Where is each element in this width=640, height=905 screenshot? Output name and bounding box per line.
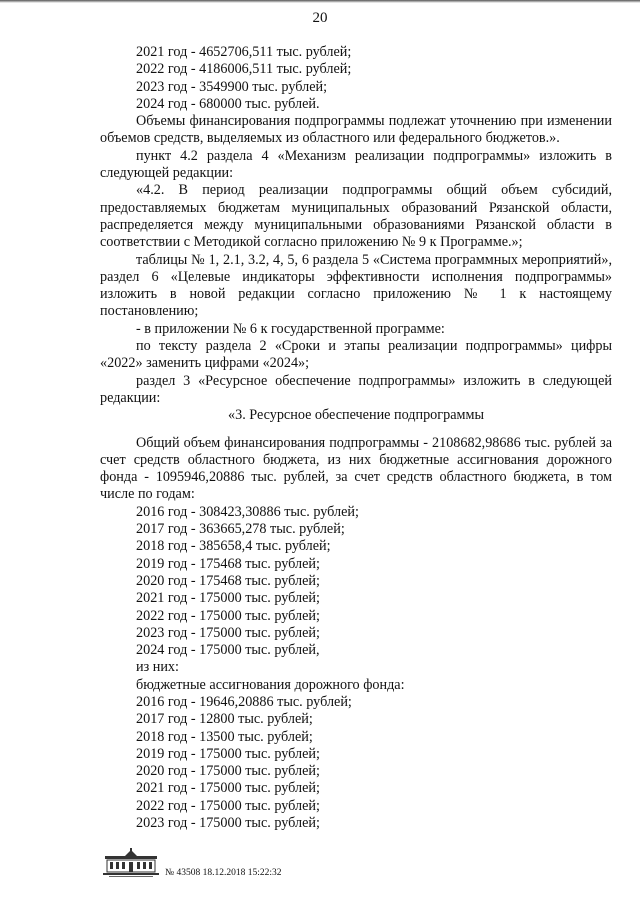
line-road-fund: бюджетные ассигнования дорожного фонда: <box>136 676 405 693</box>
funding-line: 2018 год - 385658,4 тыс. рублей; <box>136 538 331 555</box>
funding-line: 2017 год - 12800 тыс. рублей; <box>136 711 313 728</box>
funding-line: 2024 год - 680000 тыс. рублей. <box>136 95 320 112</box>
paragraph-point-4-2: пункт 4.2 раздела 4 «Механизм реализации подпрограммы» изложить в следующей редакции: <box>100 147 612 182</box>
funding-line: 2019 год - 175468 тыс. рублей; <box>136 555 320 572</box>
funding-line: 2020 год - 175468 тыс. рублей; <box>136 572 320 589</box>
paragraph-volumes: Объемы финансирования подпрограммы подлежат уточнению при изменении объемов средств, выделяемых из областного или федерального бюджетов.». <box>100 113 612 147</box>
page-number: 20 <box>312 10 328 26</box>
line-appendix-6: - в приложении № 6 к государственной программе: <box>136 320 445 337</box>
funding-line: 2024 год - 175000 тыс. рублей, <box>136 642 320 659</box>
government-building-logo <box>103 848 159 878</box>
section-heading: «3. Ресурсное обеспечение подпрограммы <box>228 407 484 424</box>
paragraph-tables: таблицы № 1, 2.1, 3.2, 4, 5, 6 раздела 5 «Система программных мероприятий», раздел 6 «Целевые индикаторы эффективности исполнения подпрограммы» изложить в новой редакции согласно приложению № 1 к настоящему постановлению; <box>100 251 612 320</box>
funding-lines-b <box>100 504 612 660</box>
registration-stamp: № 43508 18.12.2018 15:22:32 <box>165 868 282 878</box>
paragraph-quote-4-2: «4.2. В период реализации подпрограммы общий объем субсидий, предоставляемых бюджетам муниципальных образований Рязанской области, распределяется между муниципальными образованиями Рязанской области в соответствии с Методикой согласно приложению № 9 к Программе.»; <box>100 182 612 251</box>
document-body <box>100 44 612 832</box>
funding-line: 2023 год - 175000 тыс. рублей; <box>136 815 320 832</box>
funding-line: 2019 год - 175000 тыс. рублей; <box>136 745 320 762</box>
funding-line: 2018 год - 13500 тыс. рублей; <box>136 728 313 745</box>
funding-line: 2016 год - 19646,20886 тыс. рублей; <box>136 693 352 710</box>
line-of-them: из них: <box>136 659 179 676</box>
funding-line: 2021 год - 175000 тыс. рублей; <box>136 780 320 797</box>
funding-lines-a <box>100 44 612 113</box>
funding-line: 2017 год - 363665,278 тыс. рублей; <box>136 521 345 538</box>
paragraph-section-3: раздел 3 «Ресурсное обеспечение подпрограммы» изложить в следующей редакции: <box>100 372 612 406</box>
paragraph-text-section-2: по тексту раздела 2 «Сроки и этапы реализации подпрограммы» цифры «2022» заменить цифрами «2024»; <box>100 338 612 372</box>
funding-line: 2022 год - 175000 тыс. рублей; <box>136 607 320 624</box>
funding-line: 2021 год - 175000 тыс. рублей; <box>136 590 320 607</box>
funding-line: 2016 год - 308423,30886 тыс. рублей; <box>136 503 359 520</box>
funding-line: 2021 год - 4652706,511 тыс. рублей; <box>136 44 352 60</box>
document-footer <box>103 846 403 882</box>
funding-line: 2020 год - 175000 тыс. рублей; <box>136 763 320 780</box>
funding-line: 2023 год - 3549900 тыс. рублей; <box>136 78 328 95</box>
funding-line: 2022 год - 4186006,511 тыс. рублей; <box>136 61 352 78</box>
funding-lines-c <box>100 694 612 832</box>
paragraph-total-funding: Общий объем финансирования подпрограммы - 2108682,98686 тыс. рублей за счет средств областного бюджета, из них бюджетные ассигнования дорожного фонда - 1095946,20886 тыс. рублей, за счет средств областного бюджета, в том числе по годам: <box>100 434 612 503</box>
funding-line: 2023 год - 175000 тыс. рублей; <box>136 624 320 641</box>
funding-line: 2022 год - 175000 тыс. рублей; <box>136 797 320 814</box>
page-top-edge <box>0 0 640 3</box>
